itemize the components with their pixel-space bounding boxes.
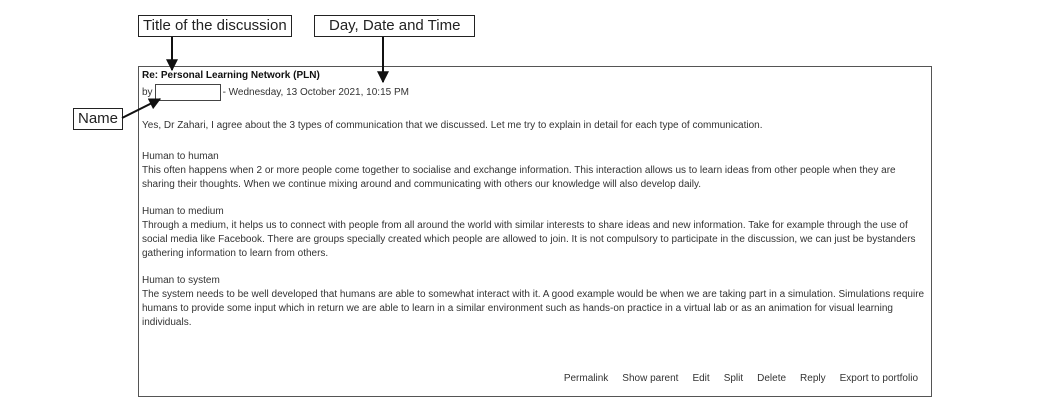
post-intro: Yes, Dr Zahari, I agree about the 3 types of communication that we discussed. Let me try to explain in detail for each type of communication. (142, 120, 763, 131)
post-subject: Re: Personal Learning Network (PLN) (142, 70, 320, 81)
reply-link[interactable]: Reply (800, 373, 826, 384)
permalink-link[interactable]: Permalink (563, 373, 609, 384)
post-byline (142, 84, 409, 101)
post-body (142, 119, 930, 343)
post-date: - Wednesday, 13 October 2021, 10:15 PM (222, 86, 409, 98)
annotation-datetime-label: Day, Date and Time (314, 15, 475, 37)
section-heading: Human to human (142, 151, 219, 162)
forum-post (138, 66, 932, 397)
edit-link[interactable]: Edit (692, 373, 710, 384)
split-link[interactable]: Split (723, 373, 744, 384)
section-heading: Human to system (142, 275, 220, 286)
export-to-portfolio-link[interactable]: Export to portfolio (839, 373, 918, 384)
author-name-box (155, 84, 221, 101)
section-text: The system needs to be well developed that humans are able to somewhat interact with it. A good example would be when we are taking part in a simulation. Simulations require humans to provide some input which in return we are able to learn in a similar environment such as hands-on practice in a virtual lab or as an animation for visual learning individuals. (142, 289, 925, 328)
section-heading: Human to medium (142, 206, 224, 217)
delete-link[interactable]: Delete (757, 373, 787, 384)
annotation-title-label: Title of the discussion (138, 15, 292, 37)
section-text: Through a medium, it helps us to connect with people from all around the world with similar interests to share ideas and new information. Take for example through the use of social media like Facebook. There are groups specially created which people are allowed to join. It is not compulsory to participate in the discussion, we can just be bystanders gathering information to learn from others. (142, 220, 916, 259)
post-section (142, 274, 930, 330)
by-label: by (142, 86, 153, 98)
section-text: This often happens when 2 or more people come together to socialise and exchange information. This interaction allows us to learn ideas from other people when they are sharing their thoughts. When we continue mixing around and communicating with others our knowledge will also develop daily. (142, 165, 896, 190)
post-header (142, 70, 409, 101)
post-section (142, 205, 930, 261)
annotation-name-label: Name (73, 108, 123, 130)
post-commands (564, 373, 918, 385)
show-parent-link[interactable]: Show parent (622, 373, 679, 384)
post-section (142, 150, 930, 192)
